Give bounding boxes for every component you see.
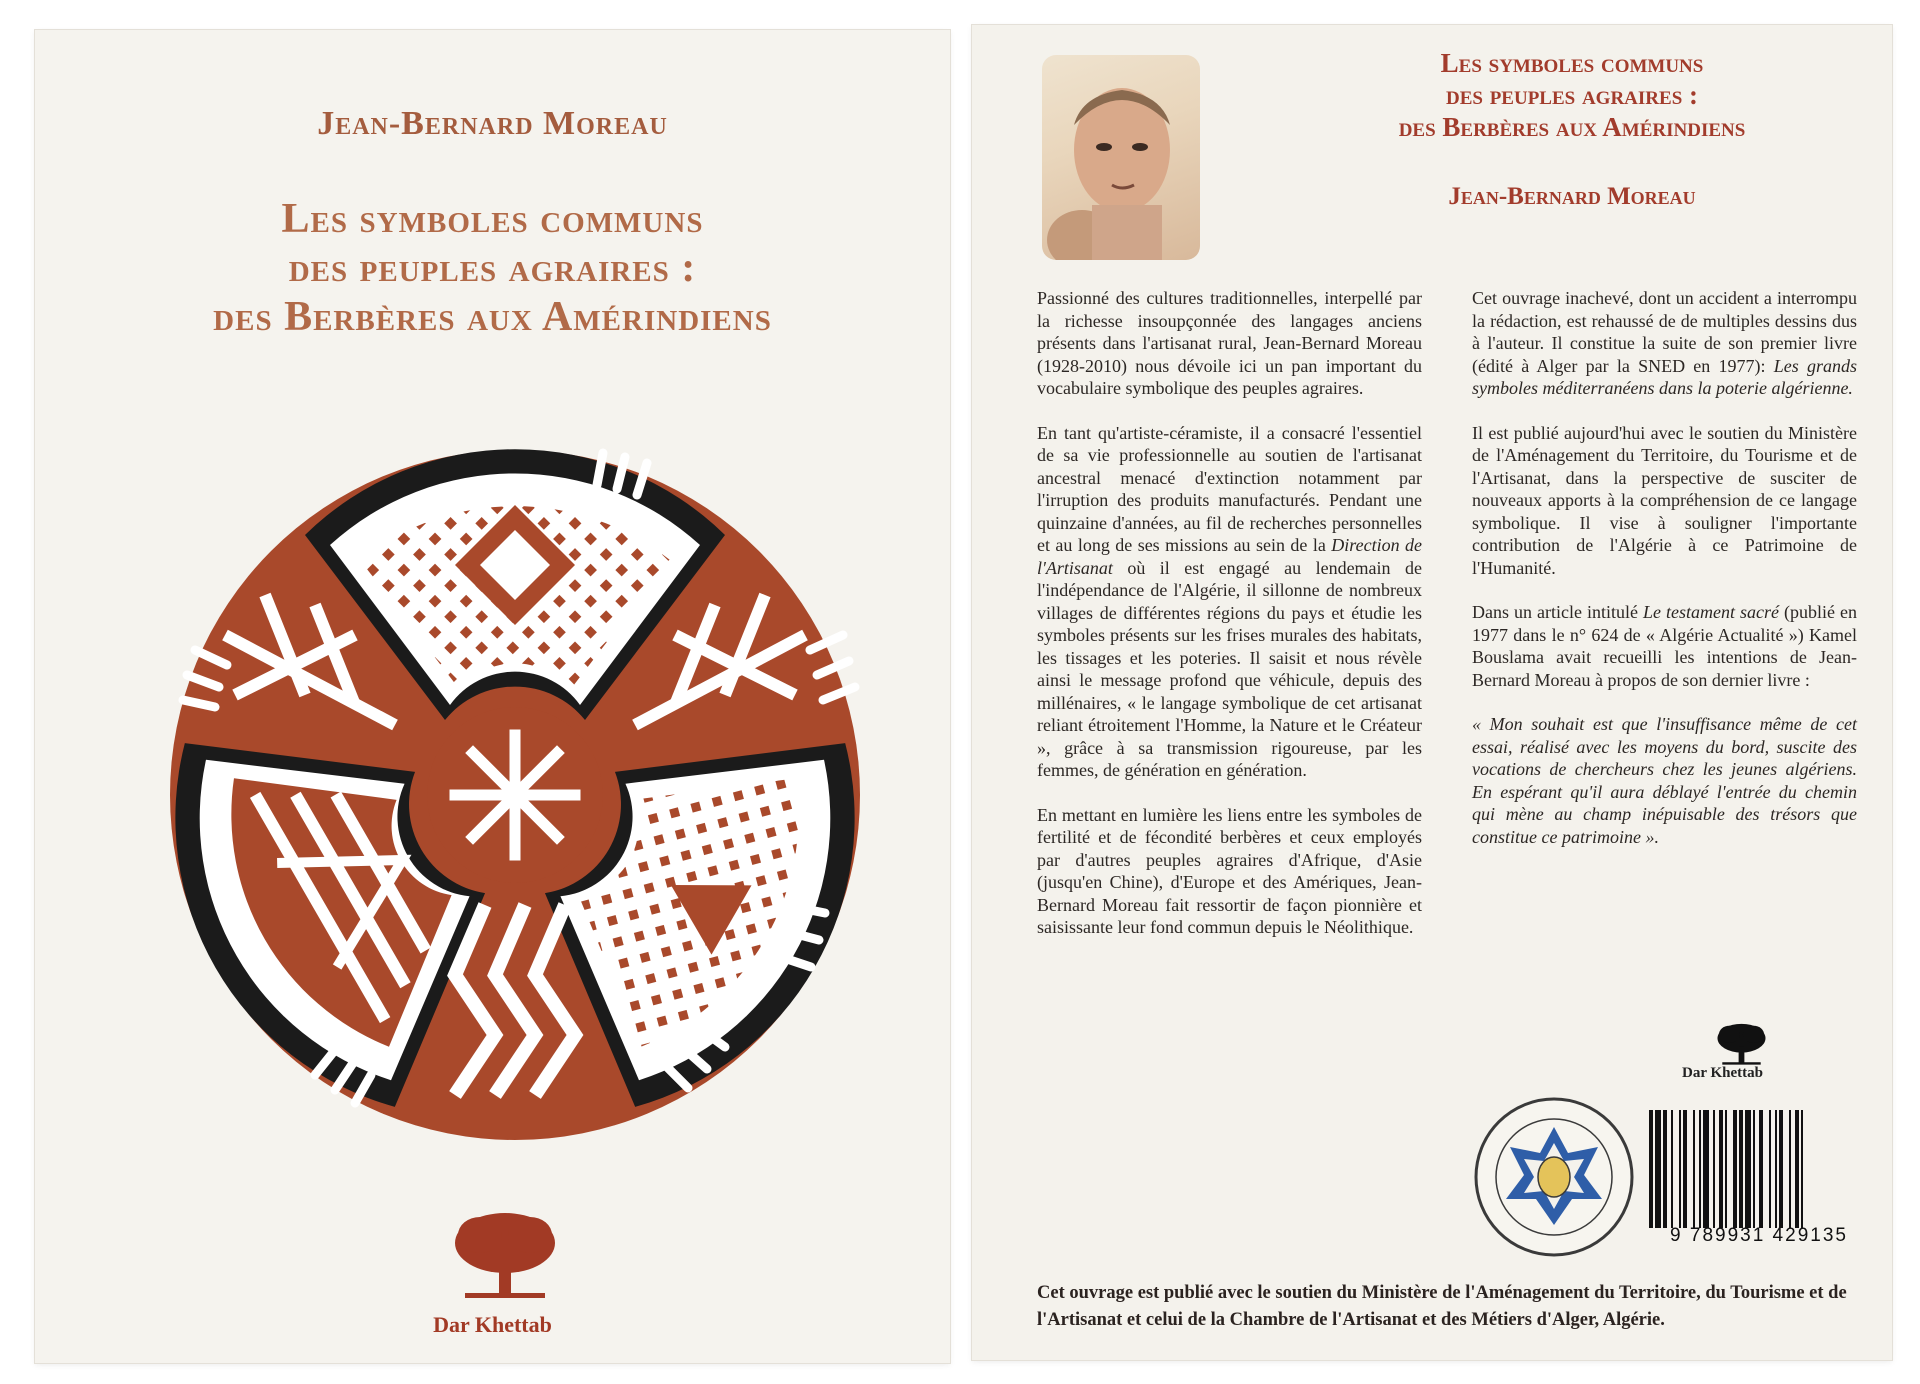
isbn-barcode <box>1645 1100 1870 1240</box>
paragraph-italic-text: Les grands symboles méditerranéens dans la poterie algérienne. <box>1472 355 1857 398</box>
barcode-bar <box>1759 1110 1763 1228</box>
barcode-bar <box>1683 1110 1687 1228</box>
barcode-bar <box>1663 1110 1667 1228</box>
front-title <box>35 195 950 342</box>
front-title-line-3: des Berbères aux Amérindiens <box>213 294 772 340</box>
front-cover <box>35 30 950 1363</box>
back-cover <box>972 25 1892 1360</box>
back-title-line-3: des Berbères aux Amérindiens <box>1398 112 1746 142</box>
back-title-line-2: des peuples agraires : <box>1445 80 1699 110</box>
barcode-bar <box>1733 1110 1737 1228</box>
paragraph-text: (publié en 1977 dans le n° 624 de « Algérie Actualité ») Kamel Bouslama avait recueilli les intentions de Jean-Bernard Moreau à propos de son dernier livre : <box>1472 602 1857 690</box>
isbn-number: 9 789931 429135 <box>1670 1225 1848 1246</box>
author-portrait-image <box>1042 55 1200 260</box>
barcode-bar <box>1789 1110 1791 1228</box>
paragraph-text: En tant qu'artiste-céramiste, il a consacré l'essentiel de sa vie professionnelle au soutien de l'artisanat ancestral menacé d'extinction notamment par l'irruption des produits manufacturés. Pendant une quinzaine d'années, au fil de recherches personnelles et au long de ses missions au sein de la <box>1037 422 1422 555</box>
paragraph-text: Cet ouvrage inachevé, dont un accident a interrompu la rédaction, est rehaussé de de multiples dessins dus à l'auteur. Il constitue la suite de son premier livre (édité à Alger par la SNED en 1977): <box>1472 288 1857 376</box>
front-author: Jean-Bernard Moreau <box>317 105 668 142</box>
paragraph-text: où il est engagé au lendemain de l'indépendance de l'Algérie, il sillonne de nombreux villages de différentes régions du pays et étudie les symboles présents sur les frises murales des habitats, les tissages et les poteries. Il saisit et nous révèle ainsi le message profond que véhicule, depuis des millénaires, « le langage symbolique de cet artisanat reliant étroitement l'Homme, la Nature et le Créateur », grâce à sa transmission rigoureuse, par les femmes, de génération en génération. <box>1037 557 1422 780</box>
barcode-bar <box>1795 1110 1799 1228</box>
publisher-tree-logo <box>1714 1020 1769 1068</box>
barcode-bar <box>1753 1110 1755 1228</box>
paragraph <box>1037 422 1422 782</box>
paragraph <box>1472 287 1857 400</box>
barcode-bar <box>1655 1110 1661 1228</box>
barcode-bar <box>1745 1110 1751 1228</box>
zigzag-motif <box>455 905 575 1095</box>
back-text-column-left <box>1037 287 1422 961</box>
paragraph: En mettant en lumière les liens entre les symboles de fertilité et de fécondité berbères et ceux employés par d'autres peuples agraires d'Afrique, d'Asie (jusqu'en Chine), d'Europe et des Amériques, Jean-Bernard Moreau fait ressortir de façon pionnière et saisissante leur fond commun depuis le Néolithique. <box>1037 804 1422 937</box>
front-title-line-2: des peuples agraires : <box>288 245 697 291</box>
back-title <box>1272 47 1872 143</box>
barcode-bar <box>1725 1110 1727 1228</box>
front-publisher: Dar Khettab <box>433 1312 552 1337</box>
back-author: Jean-Bernard Moreau <box>1448 183 1696 210</box>
barcode-bar <box>1679 1110 1681 1228</box>
barcode-bar <box>1801 1110 1803 1228</box>
front-title-line-1: Les symboles communs <box>281 196 704 242</box>
paragraph-text: Dans un article intitulé <box>1472 602 1643 622</box>
back-footer-note: Cet ouvrage est publié avec le soutien du Ministère de l'Aménagement du Territoire, du Tourisme et de l'Artisanat et celui de la Chambre de l'Artisanat et des Métiers d'Alger, Algérie. <box>1037 1283 1847 1330</box>
paragraph <box>1472 601 1857 691</box>
barcode-bar <box>1703 1110 1709 1228</box>
barcode-bar <box>1779 1110 1783 1228</box>
paragraph: Passionné des cultures traditionnelles, interpellé par la richesse insoupçonnée des langages anciens présents dans l'artisanat rural, Jean-Bernard Moreau (1928-2010) nous dévoile ici un pan important du vocabulaire symbolique des peuples agraires. <box>1037 288 1422 398</box>
back-publisher: Dar Khettab <box>1682 1065 1763 1081</box>
author-photo <box>1042 55 1200 260</box>
paragraph-italic-text: Direction de l'Artisanat <box>1037 535 1423 578</box>
center-star-motif <box>455 735 575 855</box>
barcode-bar <box>1671 1110 1673 1228</box>
paragraph: Il est publié aujourd'hui avec le soutien du Ministère de l'Aménagement du Territoire, du Tourisme et de l'Artisanat, dans la perspective de susciter de nouveaux apports à la compréhension de ce langage symbolique. Il vise à souligner l'importante contribution de l'Algérie à ce Patrimoine de l'Humanité. <box>1472 422 1857 578</box>
barcode-bar <box>1699 1110 1701 1228</box>
back-title-line-1: Les symboles communs <box>1440 48 1704 78</box>
author-quote: « Mon souhait est que l'insuffisance même de cet essai, réalisé avec les moyens du bord, suscite des vocations de chercheurs chez les jeunes algériens. En espérant qu'il aura déblayé l'entrée du chemin qui mène au champ inépuisable des trésors que constitue ce patrimoine ». <box>1472 714 1857 847</box>
back-text-column-right <box>1472 287 1857 870</box>
paragraph-italic-text: Le testament sacré <box>1643 602 1779 622</box>
barcode-bar <box>1719 1110 1723 1228</box>
barcode-bar <box>1713 1110 1715 1228</box>
publisher-tree-logo <box>450 1205 560 1305</box>
barcode-bar <box>1769 1110 1771 1228</box>
chamber-of-crafts-seal <box>1472 1095 1637 1260</box>
berber-pottery-emblem <box>155 435 875 1155</box>
barcode-bar <box>1775 1110 1777 1228</box>
barcode-bar <box>1693 1110 1695 1228</box>
barcode-bar <box>1649 1110 1653 1228</box>
barcode-bar <box>1739 1110 1743 1228</box>
